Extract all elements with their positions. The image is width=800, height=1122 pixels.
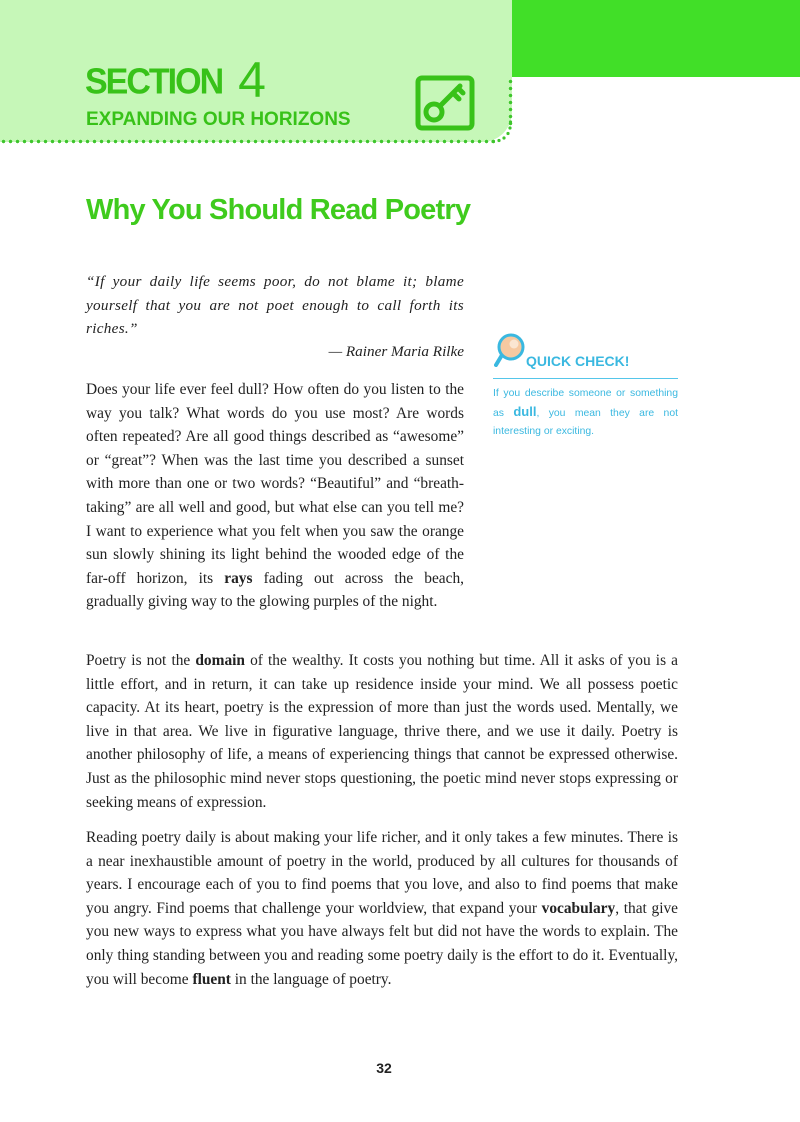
paragraph-text: fading out across the beach, gradually giving way to the glowing purples of the night. [86, 569, 464, 611]
definition-text: If you describe someone or something as [493, 388, 678, 419]
magnifier-icon [494, 333, 526, 367]
quick-check-definition [493, 385, 678, 441]
body-paragraph-2 [86, 649, 678, 814]
paragraph-text: Reading poetry daily is about making your life richer, and it only takes a few minutes. There is a near inexhaustible amount of poetry in the world, produced by all cultures for thousands of years. I encourage each of you to find poems that you love, and also to find poems that make you angry. Find poems that challenge your worldview, that expand your [86, 829, 678, 917]
dotted-border-corner [488, 120, 514, 146]
vocab-word: vocabulary [541, 899, 616, 917]
paragraph-text: , that give you new ways to express what you have always felt but did not have the words to explain. The only thing standing between you and reading some poetry daily is the effort to do it. Eventually, you will become [86, 899, 678, 988]
definition-text: , you mean they are not interesting or exciting. [493, 408, 678, 437]
paragraph-text: Does your life ever feel dull? How often do you listen to the way you talk? What words do you use most? Are words often repeated? Are all good things described as “awesome” or “great”? When was the last time you described a sunset with more than one or two words? “Beautiful” and “breath-taking” are all well and good, but what else can you tell me? I want to experience what you felt when you saw the orange sun slowly shining its light behind the wooded edge of the far-off horizon, its [86, 381, 464, 587]
quick-check-title: QUICK CHECK! [526, 353, 630, 369]
paragraph-text: Poetry is not the [86, 652, 196, 669]
vocab-word: fluent [192, 970, 231, 988]
epigraph-quote: “If your daily life seems poor, do not blame it; blame yourself that you are not poet enough to call forth its riches.” [86, 273, 464, 337]
paragraph-text: of the wealthy. It costs you nothing but time. All it asks of you is a little effort, and in return, it can take up residence inside your mind. We all possess poetic capacity. At its heart, poetry is the expression of more than just the words used. Mentally, we live in that area. We live in figurative language, thrive there, and we use it daily. Poetry is another philosophy of life, a means of experiencing things that cannot be expressed otherwise. Just as the philosophic mind never stops questioning, the poetic mind never stops expressing or seeking means of expression. [86, 652, 679, 811]
page-number: 32 [376, 1060, 392, 1076]
section-title: EXPANDING OUR HORIZONS [86, 109, 351, 130]
section-number: 4 [238, 52, 266, 108]
section-heading [85, 52, 266, 108]
body-paragraph-3 [86, 826, 678, 991]
body-paragraph-1 [86, 378, 464, 614]
quick-check-divider [493, 378, 678, 379]
paragraph-text: in the language of poetry. [230, 970, 392, 988]
definition-term: dull [513, 404, 537, 419]
key-icon [415, 75, 475, 131]
epigraph-author: — Rainer Maria Rilke [328, 343, 464, 360]
header-accent-block [512, 0, 800, 77]
page-title: Why You Should Read Poetry [86, 194, 471, 226]
section-label: SECTION [85, 62, 223, 102]
vocab-word: domain [195, 652, 245, 669]
dotted-border-horizontal [0, 139, 495, 144]
vocab-word: rays [224, 569, 253, 587]
dotted-border-vertical [508, 78, 513, 126]
